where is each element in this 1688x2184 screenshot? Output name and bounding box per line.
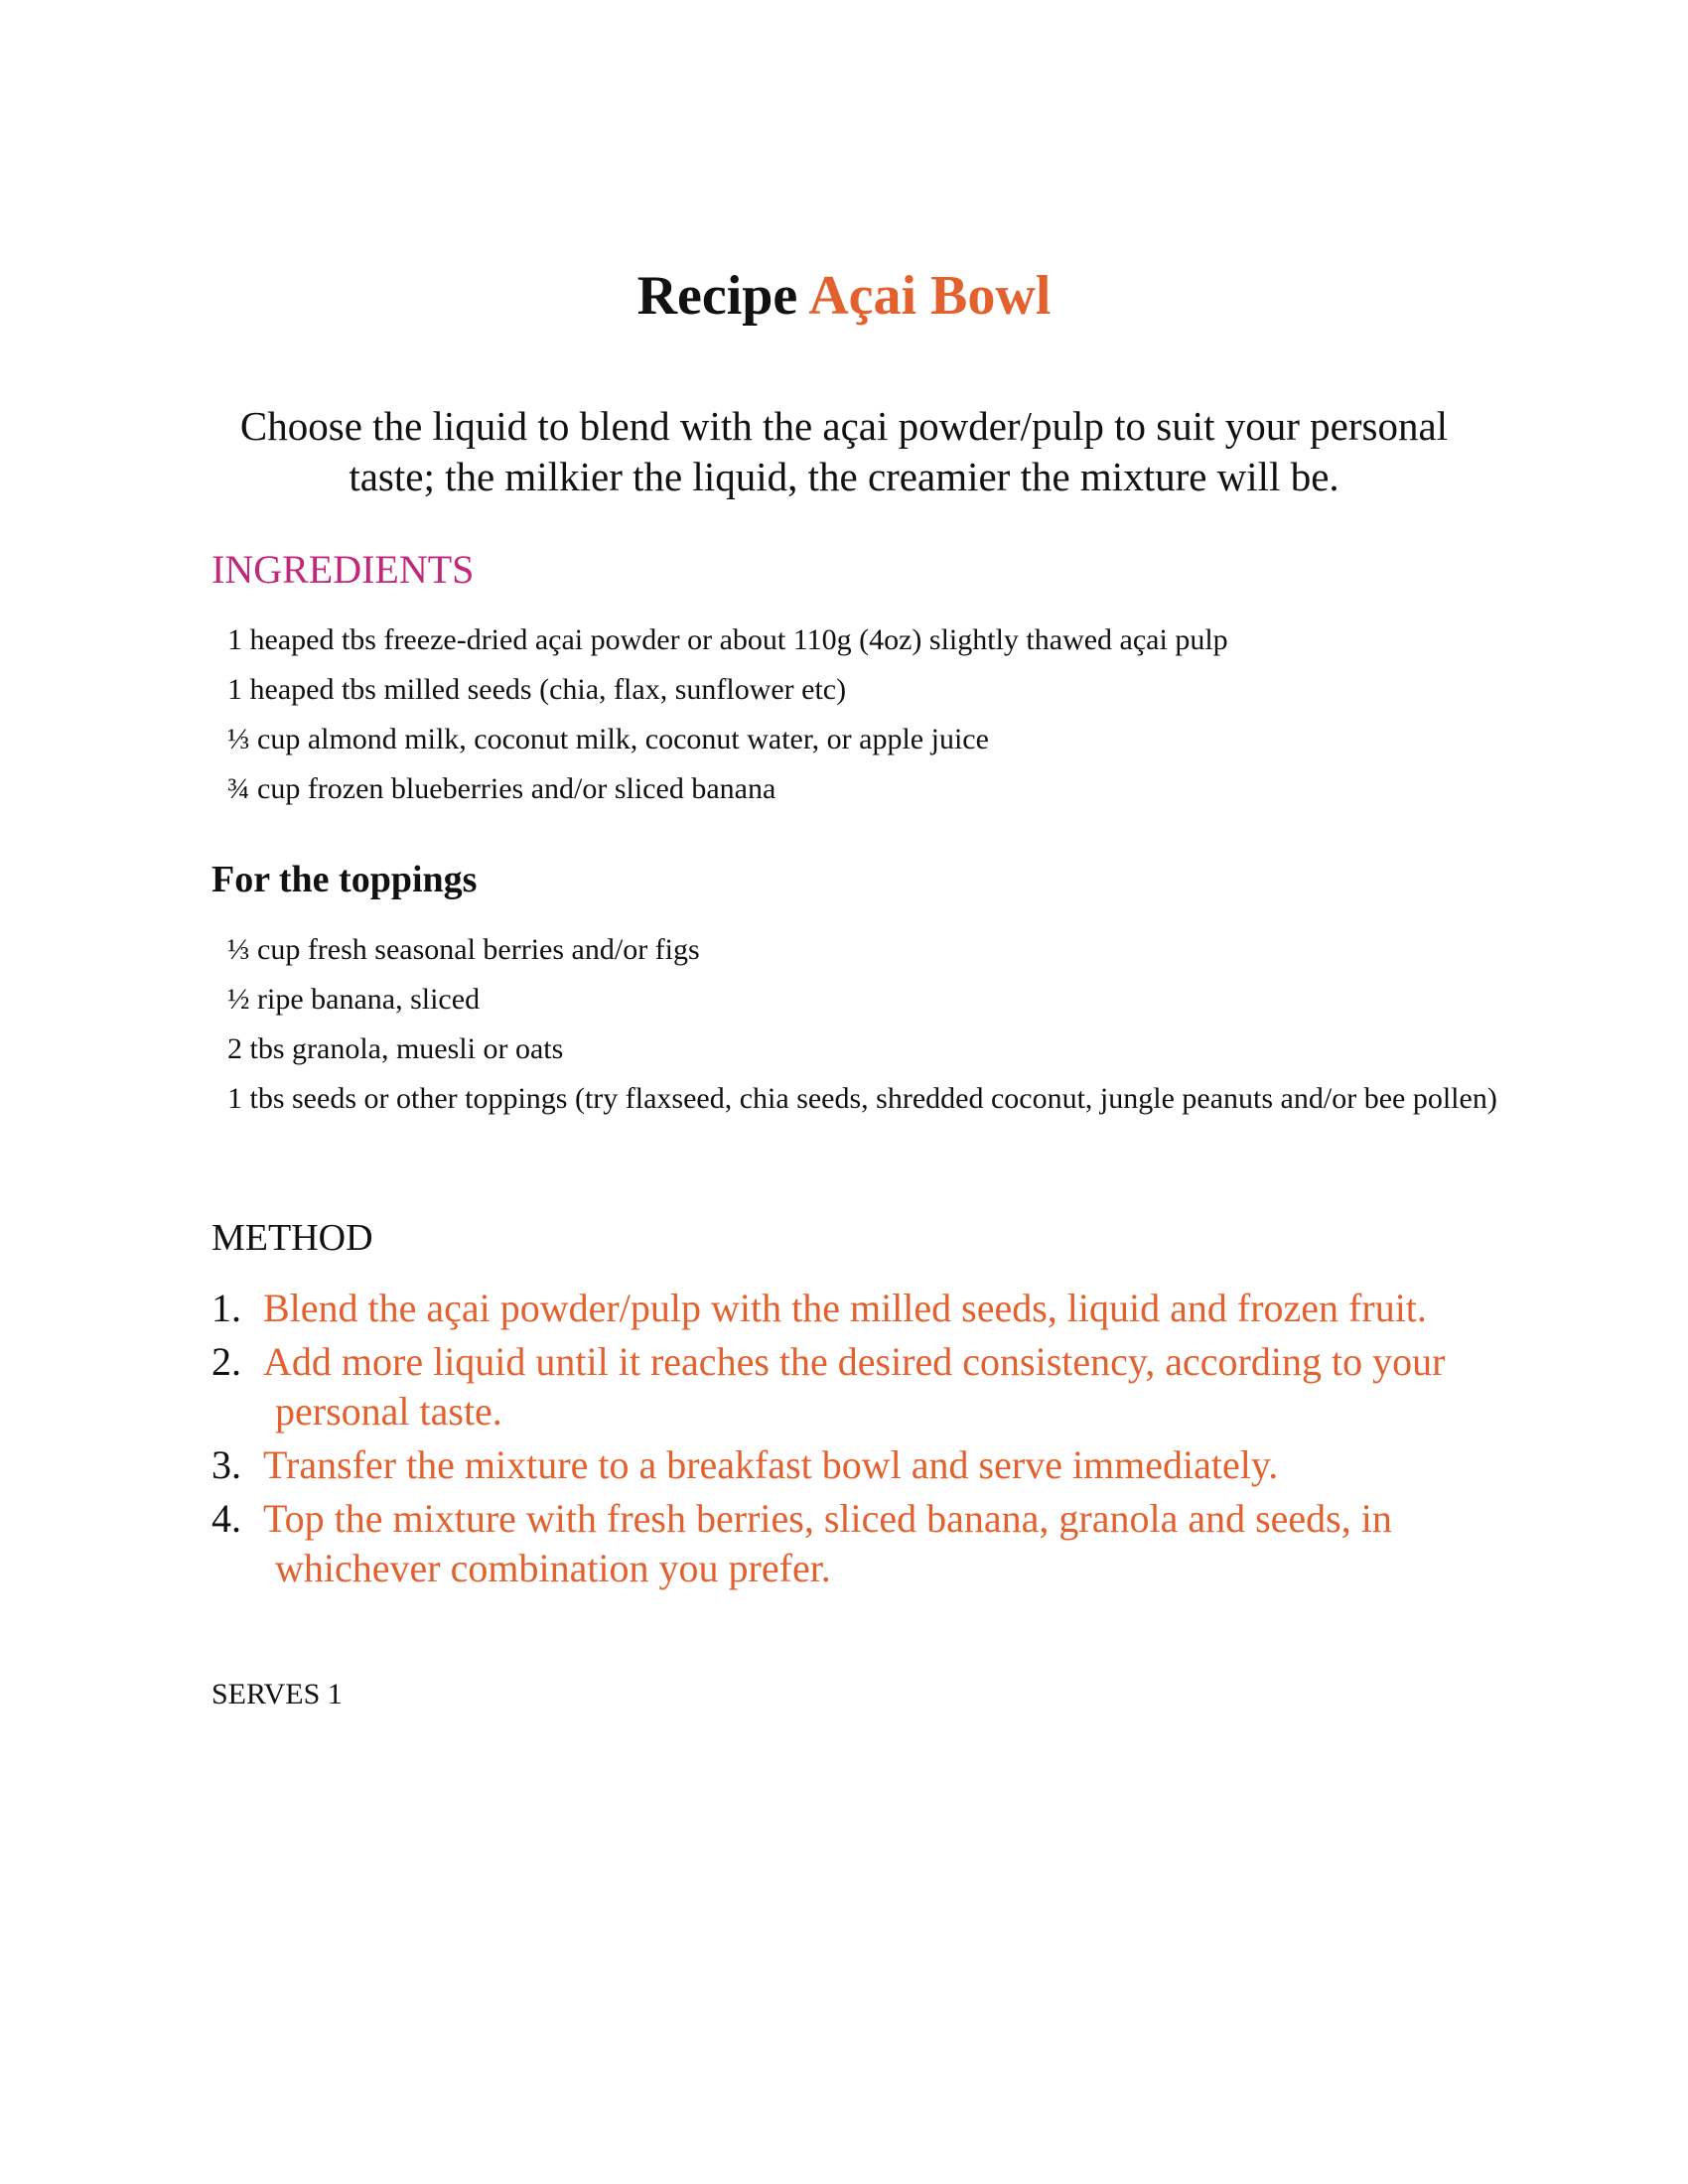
ingredient-item: ⅓ cup almond milk, coconut milk, coconut water, or apple juice bbox=[227, 723, 989, 755]
step-number: 1. bbox=[211, 1286, 241, 1330]
title-accent: Açai Bowl bbox=[808, 265, 1052, 327]
method-step bbox=[211, 1337, 1502, 1436]
step-text: Add more liquid until it reaches the desired consistency, according to your personal taste. bbox=[263, 1339, 1446, 1433]
title-prefix: Recipe bbox=[636, 265, 798, 327]
step-text: Transfer the mixture to a breakfast bowl and serve immediately. bbox=[263, 1442, 1279, 1487]
method-heading: METHOD bbox=[211, 1217, 373, 1259]
page-title bbox=[0, 260, 1688, 332]
step-number: 4. bbox=[211, 1496, 241, 1541]
method-step bbox=[211, 1284, 1502, 1333]
topping-item: ½ ripe banana, sliced bbox=[227, 983, 481, 1016]
serves-label: SERVES 1 bbox=[211, 1678, 343, 1710]
ingredient-item: ¾ cup frozen blueberries and/or sliced banana bbox=[227, 772, 776, 805]
method-steps bbox=[211, 1284, 1502, 1597]
toppings-list bbox=[227, 925, 1508, 1124]
step-number: 2. bbox=[211, 1339, 241, 1384]
topping-item: 1 tbs seeds or other toppings (try flaxseed, chia seeds, shredded coconut, jungle peanuts and/or bee pollen) bbox=[227, 1082, 1497, 1115]
topping-item: ⅓ cup fresh seasonal berries and/or figs bbox=[227, 933, 700, 966]
step-text: Blend the açai powder/pulp with the milled seeds, liquid and frozen fruit. bbox=[263, 1286, 1427, 1330]
method-step bbox=[211, 1440, 1502, 1490]
intro-text: Choose the liquid to blend with the açai powder/pulp to suit your personal taste; the milkier the liquid, the creamier the mixture will be. bbox=[239, 403, 1449, 499]
method-step bbox=[211, 1494, 1502, 1593]
toppings-heading: For the toppings bbox=[211, 859, 478, 900]
ingredient-item: 1 heaped tbs milled seeds (chia, flax, sunflower etc) bbox=[227, 673, 847, 706]
step-text: Top the mixture with fresh berries, sliced banana, granola and seeds, in whichever combination you prefer. bbox=[263, 1496, 1392, 1590]
ingredient-item: 1 heaped tbs freeze-dried açai powder or about 110g (4oz) slightly thawed açai pulp bbox=[227, 623, 1228, 656]
ingredients-heading: INGREDIENTS bbox=[211, 547, 475, 592]
step-number: 3. bbox=[211, 1442, 241, 1487]
topping-item: 2 tbs granola, muesli or oats bbox=[227, 1032, 564, 1065]
ingredients-list bbox=[227, 615, 1508, 814]
